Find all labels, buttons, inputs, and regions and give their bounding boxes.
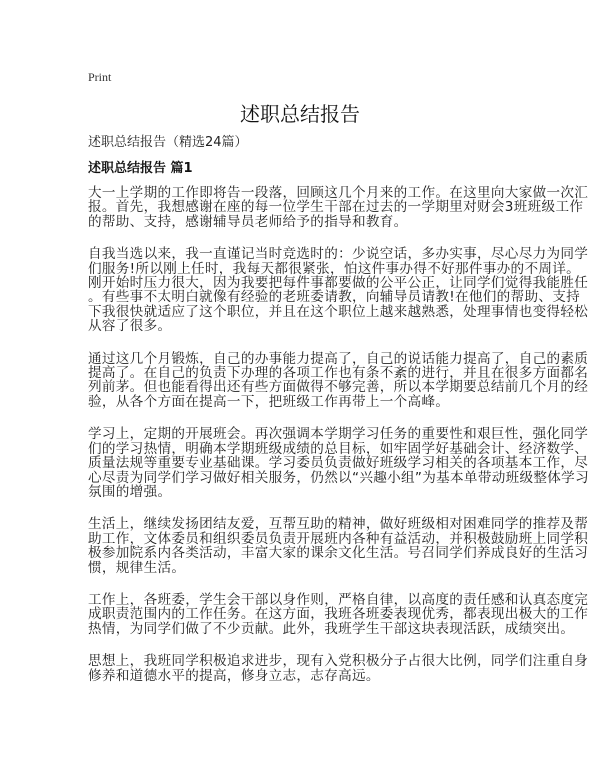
paragraph <box>88 246 589 335</box>
paragraph-line: 成职责范围内的工作任务。在这方面，我班各班委表现优秀，都表现出极大的工作 <box>88 606 589 623</box>
paragraph-line: 从容了很多。 <box>88 318 172 335</box>
paragraph-line: 极参加院系内各类活动，丰富大家的课余文化生活。号召同学们养成良好的生活习 <box>88 545 589 562</box>
paragraph-line: 修养和道德水平的提高，修身立志，志存高远。 <box>88 667 380 684</box>
paragraph-line: 质量法规等重要专业基础课。学习委员负责做好班级学习相关的各项基本工作，尽 <box>88 455 589 472</box>
paragraph <box>88 426 589 500</box>
paragraph <box>88 516 589 576</box>
paragraph-line: 生活上，继续发扬团结友爱，互帮互助的精神，做好班级相对困难同学的推荐及帮 <box>88 516 589 533</box>
paragraph-line: 列前茅。但也能看得出还有些方面做得不够完善，所以本学期要总结前几个月的经 <box>88 379 589 396</box>
document-title: 述职总结报告 <box>240 102 360 126</box>
paragraph-line: 的帮助、支持，感谢辅导员老师给予的指导和教育。 <box>88 213 408 230</box>
paragraph-line: 学习上，定期的开展班会。再次强调本学期学习任务的重要性和艰巨性，强化同学 <box>88 426 589 443</box>
paragraph-line: 工作上，各班委，学生会干部以身作则，严格自律，以高度的责任感和认真态度完 <box>88 591 589 608</box>
paragraph-line: 下我很快就适应了这个职位，并且在这个职位上越来越熟悉，处理事情也变得轻松 <box>88 303 589 320</box>
paragraph <box>88 653 589 684</box>
paragraph <box>88 185 589 230</box>
section-heading: 述职总结报告 篇1 <box>88 161 193 176</box>
document-body <box>88 185 589 701</box>
paragraph <box>88 350 589 410</box>
paragraph-line: 热情，为同学们做了不少贡献。此外，我班学生干部这块表现活跃，成绩突出。 <box>88 620 575 637</box>
paragraph-line: 们的学习热情，明确本学期班级成绩的总目标，如牢固学好基础会计、经济数学、 <box>88 440 589 457</box>
paragraph <box>88 591 589 637</box>
paragraph-line: 验，从各个方面在提高一下，把班级工作再带上一个高峰。 <box>88 393 450 410</box>
paragraph-line: 氛围的增强。 <box>88 483 172 500</box>
paragraph-line: 。有些事不太明白就像有经验的老班委请教，向辅导员请教!在他们的帮助、支持 <box>88 289 581 306</box>
document-subtitle: 述职总结报告（精选24篇） <box>88 135 248 150</box>
paragraph-line: 心尽责为同学们学习做好相关服务，仍然以“兴趣小组”为基本单带动班级整体学习 <box>88 469 589 486</box>
print-link[interactable]: Print <box>88 70 112 84</box>
paragraph-line: 自我当选以来，我一直谨记当时竞选时的：少说空话，多办实事，尽心尽力为同学 <box>88 246 589 263</box>
paragraph-line: 刚开始时压力很大，因为我要把每件事都要做的公平公正，让同学们觉得我能胜任 <box>88 275 589 292</box>
paragraph-line: 思想上，我班同学积极追求进步，现有入党积极分子占很大比例，同学们注重自身 <box>88 653 589 670</box>
paragraph-line: 提高了。在自己的负责下办理的各项工作也有条不紊的进行，并且在很多方面都名 <box>88 365 589 382</box>
paragraph-line: 助工作，文体委员和组织委员负责开展班内各种有益活动，并积极鼓励班上同学积 <box>88 530 589 547</box>
paragraph-line: 惯，规律生活。 <box>88 559 186 576</box>
paragraph-line: 们服务!所以刚上任时，我每天都很紧张，怕这件事办得不好那件事办的不周详。 <box>88 260 581 277</box>
paragraph-line: 大一上学期的工作即将告一段落，回顾这几个月来的工作。在这里向大家做一次汇 <box>88 185 589 201</box>
paragraph-line: 通过这几个月锻炼，自己的办事能力提高了，自己的说话能力提高了，自己的素质 <box>88 350 589 367</box>
paragraph-line: 报。首先，我想感谢在座的每一位学生干部在过去的一学期里对财会3班班级工作 <box>88 199 584 216</box>
